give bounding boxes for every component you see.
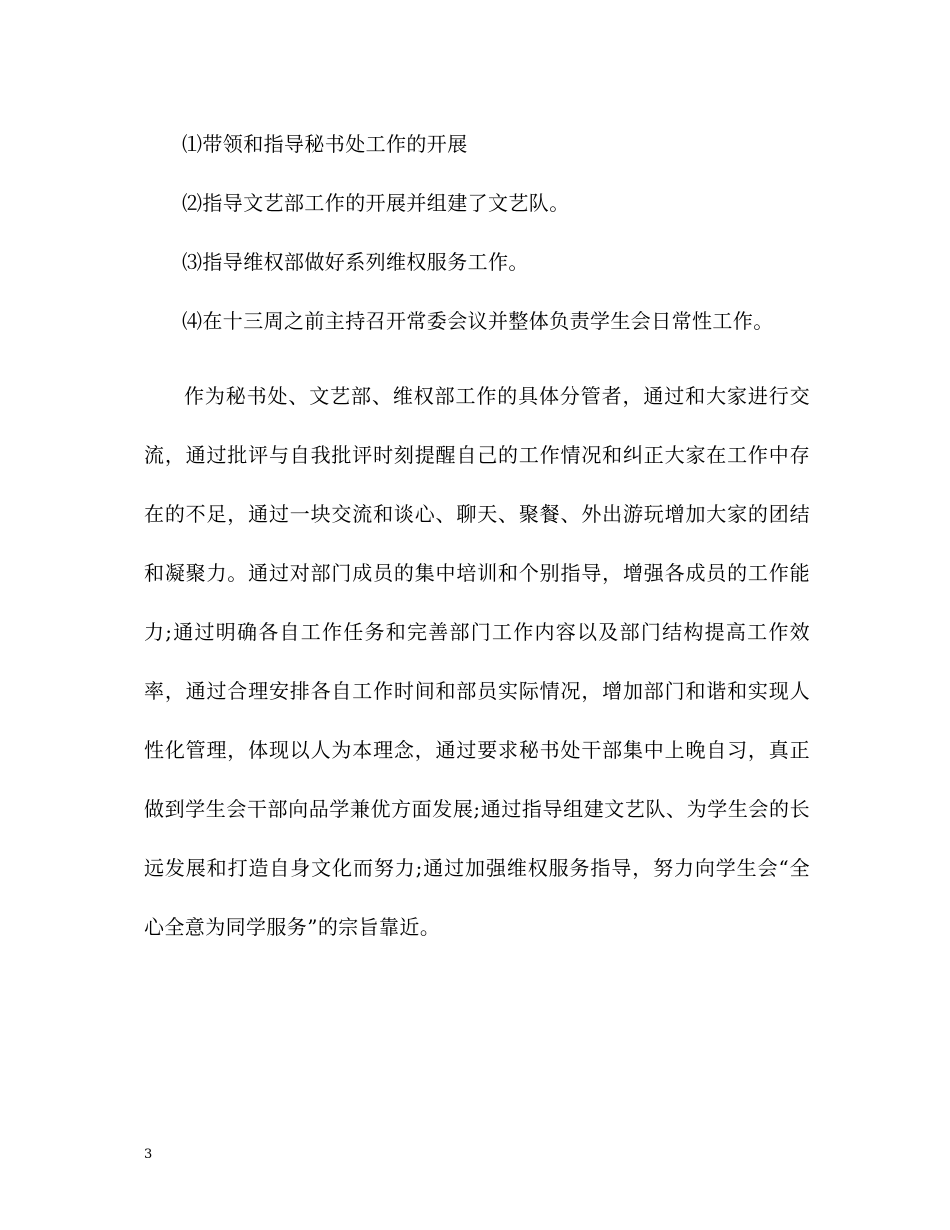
list-item: ⑶指导维权部做好系列维权服务工作。	[182, 250, 529, 274]
list-item: ⑷在十三周之前主持召开常委会议并整体负责学生会日常性工作。	[182, 309, 774, 333]
body-paragraph: 作为秘书处、文艺部、维权部工作的具体分管者，通过和大家进行交流，通过批评与自我批评时刻提醒自己的工作情况和纠正大家在工作中存在的不足，通过一块交流和谈心、聊天、聚餐、外出游玩增加大家的团结和凝聚力。通过对部门成员的集中培训和个别指导，增强各成员的工作能力;通过明确各自工作任务和完善部门工作内容以及部门结构提高工作效率，通过合理安排各自工作时间和部员实际情况，增加部门和谐和实现人性化管理，体现以人为本理念，通过要求秘书处干部集中上晚自习，真正做到学生会干部向品学兼优方面发展;通过指导组建文艺队、为学生会的长远发展和打造自身文化而努力;通过加强维权服务指导，努力向学生会“全心全意为同学服务”的宗旨靠近。	[144, 384, 810, 939]
list-item: ⑵指导文艺部工作的开展并组建了文艺队。	[182, 191, 570, 215]
list-item: ⑴带领和指导秘书处工作的开展	[182, 132, 468, 156]
page-number: 3	[144, 1147, 153, 1162]
work-item-list	[182, 128, 882, 364]
